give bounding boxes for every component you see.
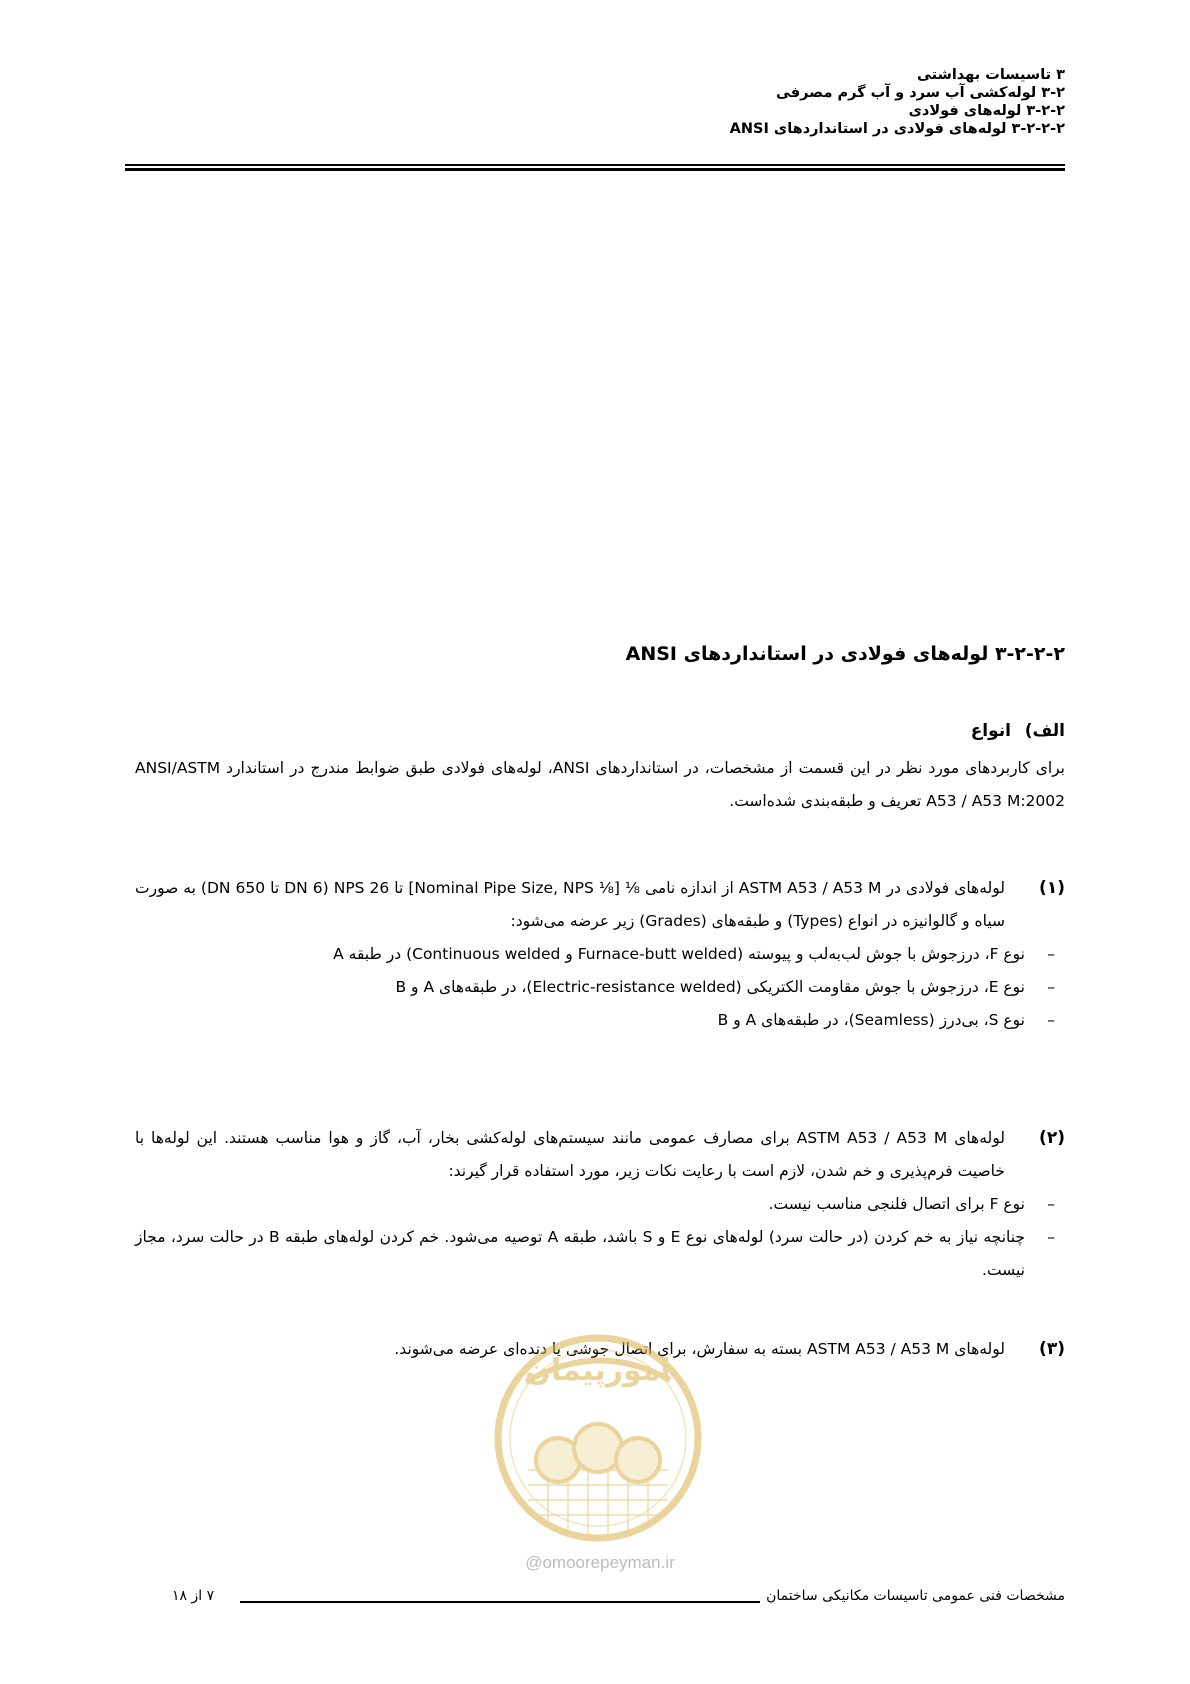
item-text: لوله‌های ASTM A53 / A53 M برای مصارف عمومی مانند سیستم‌های لوله‌کشی بخار، آب، گاز و هوا مناسب هستند. این لوله‌ها با خاصیت فرم‌پذیری و خم شدن، لازم است با رعایت نکات زیر، مورد استفاده قرار گیرند: bbox=[135, 1129, 1005, 1180]
svg-text:امورپیمان: امورپیمان bbox=[525, 1353, 671, 1388]
watermark-url: @omoorepeyman.ir bbox=[525, 1553, 675, 1572]
header-subsection: ۳-۲-۲ لوله‌های فولادی bbox=[908, 103, 1065, 119]
footer-title: مشخصات فنی عمومی تاسیسات مکانیکی ساختمان bbox=[766, 1588, 1065, 1604]
item-text: لوله‌های فولادی در ASTM A53 / A53 M از اندازه نامی ⅛ [⅛ Nominal Pipe Size, NPS] تا NPS 26 (DN 6 تا DN 650) به صورت سیاه و گالوانیزه در انواع (Types) و طبقه‌های (Grades) زیر عرضه می‌شود: bbox=[135, 879, 1005, 930]
item-number: (۱) bbox=[1039, 878, 1065, 898]
footer-rule bbox=[240, 1601, 760, 1603]
header-rule-thick bbox=[125, 168, 1065, 171]
intro-paragraph: برای کاربردهای مورد نظر در این قسمت از مشخصات، در استانداردهای ANSI، لوله‌های فولادی طبق ضوابط مندرج در استاندارد ANSI/ASTM A53 / A53 M:2002 تعریف و طبقه‌بندی شده‌است. bbox=[135, 759, 1065, 810]
bullet-item: – نوع E، درزجوش با جوش مقاومت الکتریکی (Electric-resistance welded)، در طبقه‌های A و B bbox=[395, 978, 1055, 996]
item-number: (۳) bbox=[1039, 1339, 1065, 1359]
numbered-item-2 bbox=[135, 1122, 1065, 1287]
section-title: ۳-۲-۲-۲ لوله‌های فولادی در استانداردهای ANSI bbox=[625, 643, 1065, 665]
bullet-item: – نوع S، بی‌درز (Seamless)، در طبقه‌های A و B bbox=[717, 1011, 1055, 1029]
subsection-heading bbox=[165, 718, 1065, 744]
subsection-marker: الف) bbox=[1024, 721, 1065, 741]
page-number: ۷ از ۱۸ bbox=[172, 1588, 215, 1604]
header-chapter: ۳ تاسیسات بهداشتی bbox=[916, 67, 1065, 83]
bullet-item: – نوع F، درزجوش با جوش لب‌به‌لب و پیوسته (Furnace-butt welded و Continuous welded) در طبقه A bbox=[333, 945, 1055, 963]
numbered-item-1 bbox=[135, 872, 1065, 1037]
item-text: لوله‌های ASTM A53 / A53 M بسته به سفارش، برای اتصال جوشی یا دنده‌ای عرضه می‌شوند. bbox=[394, 1340, 1005, 1358]
watermark-logo bbox=[488, 1320, 708, 1570]
bullet-item: – نوع F برای اتصال فلنجی مناسب نیست. bbox=[768, 1195, 1055, 1213]
running-header bbox=[125, 66, 1065, 138]
subsection-title: انواع bbox=[970, 721, 1011, 741]
header-rule-thin bbox=[125, 164, 1065, 166]
bullet-item: – چنانچه نیاز به خم کردن (در حالت سرد) لوله‌های نوع E و S باشد، طبقه A توصیه می‌شود. خم کردن لوله‌های طبقه B در حالت سرد، مجاز نیست. bbox=[135, 1228, 1055, 1279]
header-subsubsection: ۳-۲-۲-۲ لوله‌های فولادی در استانداردهای ANSI bbox=[729, 121, 1065, 137]
header-section: ۳-۲ لوله‌کشی آب سرد و آب گرم مصرفی bbox=[775, 85, 1065, 101]
item-number: (۲) bbox=[1039, 1128, 1065, 1148]
